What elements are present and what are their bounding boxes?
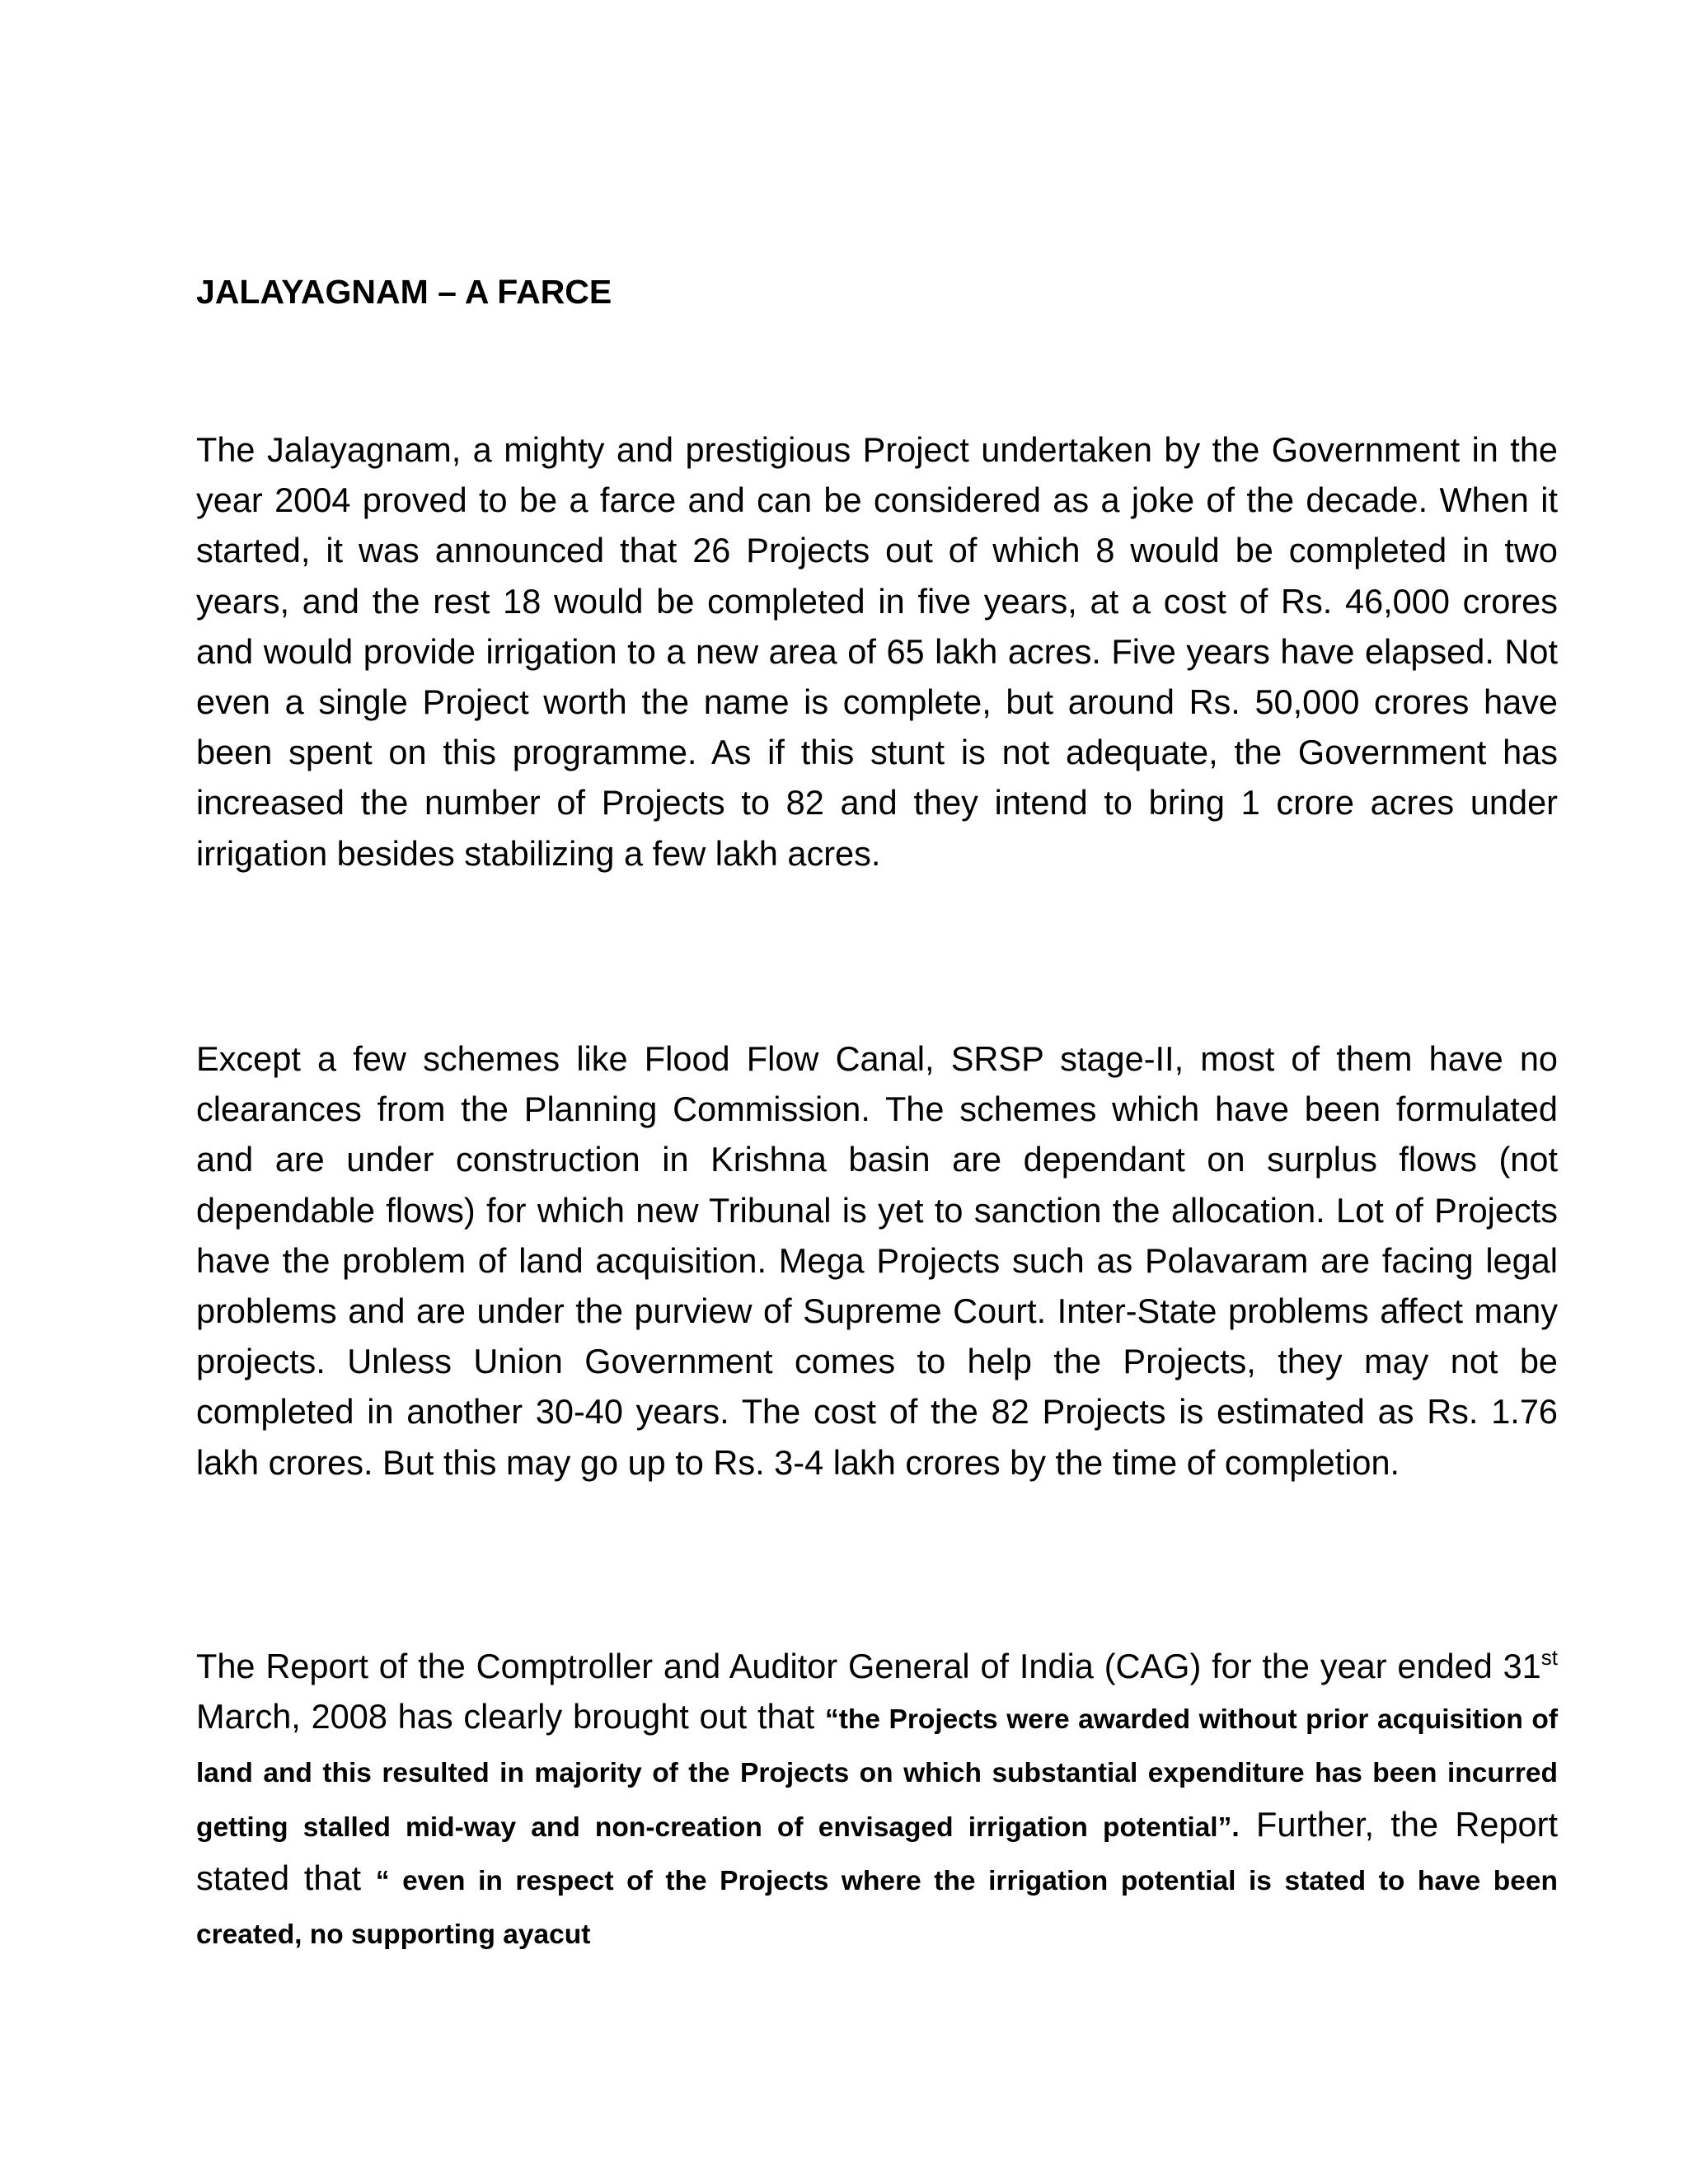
paragraph-jalayagnam-overview: The Jalayagnam, a mighty and prestigious Project undertaken by the Government in the year 2004 proved to be a farce and can be considered as a joke of the decade. When it started, it was announced that 26 Projects out of which 8 would be completed in two years, and the rest 18 would be completed in five years, at a cost of Rs. 46,000 crores and would provide irrigation to a new area of 65 lakh acres. Five years have elapsed. Not even a single Project worth the name is complete, but around Rs. 50,000 crores have been spent on this programme. As if this stunt is not adequate, the Government has increased the number of Projects to 82 and they intend to bring 1 crore acres under irrigation besides stabilizing a few lakh acres. (196, 430, 1558, 873)
ordinal-suffix: st (1540, 1645, 1558, 1670)
document-page (196, 0, 1558, 2184)
document-title: JALAYAGNAM – A FARCE (196, 273, 612, 311)
paragraph-clearances-and-costs: Except a few schemes like Flood Flow Canal, SRSP stage-II, most of them have no clearances from the Planning Commission. The schemes which have been formulated and are under construction in Krishna basin are dependant on surplus flows (not dependable flows) for which new Tribunal is yet to sanction the allocation. Lot of Projects have the problem of land acquisition. Mega Projects such as Polavaram are facing legal problems and are under the purview of Supreme Court. Inter-State problems affect many projects. Unless Union Government comes to help the Projects, they may not be completed in another 30-40 years. The cost of the 82 Projects is estimated as Rs. 1.76 lakh crores. But this may go up to Rs. 3-4 lakh crores by the time of completion. (196, 1039, 1558, 1482)
cag-date-text: March, 2008 has clearly brought out that (196, 1697, 825, 1736)
cag-quote-potential: “ even in respect of the Projects where the irrigation potential is stated to have been created, no supporting ayacut (196, 1865, 1558, 1951)
cag-connector-text: Further, the Report stated that (196, 1804, 1558, 1897)
cag-intro-text: The Report of the Comptroller and Auditor General of India (CAG) for the year ended 31 (196, 1647, 1541, 1685)
paragraph-cag-report (196, 1641, 1558, 1960)
cag-quote-awarded: “the Projects were awarded without prior acquisition of land and this resulted in majority of the Projects on which substantial expenditure has been incurred getting stalled mid-way and non-creation of envisaged irrigation potential”. (196, 1704, 1558, 1843)
